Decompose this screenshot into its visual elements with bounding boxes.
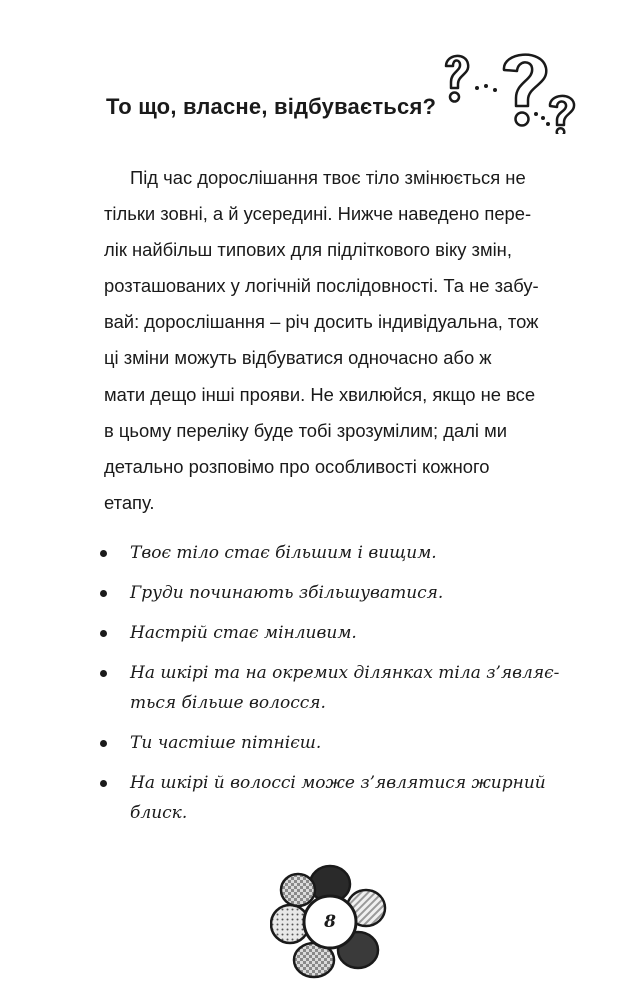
bullet-icon — [100, 630, 107, 637]
list-item-text: блиск. — [130, 803, 188, 823]
paragraph-line: тільки зовні, а й усередині. Нижче наведено пере- — [104, 203, 532, 225]
list-item-text: Твоє тіло стає більшим і вищим. — [130, 543, 437, 563]
list-item — [100, 728, 560, 758]
list-item-text: ться більше волосся. — [130, 693, 326, 713]
list-item — [100, 618, 560, 648]
intro-paragraph — [104, 160, 544, 521]
bullet-icon — [100, 780, 107, 787]
list-item — [100, 578, 560, 608]
paragraph-line: в цьому переліку буде тобі зрозумілим; далі ми — [104, 419, 508, 441]
bullet-icon — [100, 590, 107, 597]
list-item-text: Ти частіше пітнієш. — [130, 733, 322, 753]
list-item-text: Настрій стає мінливим. — [130, 623, 357, 643]
list-item — [100, 768, 560, 828]
bullet-icon — [100, 740, 107, 747]
list-item-text: Груди починають збільшуватися. — [130, 583, 444, 603]
paragraph-line: розташованих у логічній послідовності. Та не забу- — [104, 275, 539, 297]
question-marks-icon — [436, 44, 586, 134]
bullet-icon — [100, 550, 107, 557]
list-item — [100, 538, 560, 568]
changes-list — [100, 538, 560, 838]
bullet-icon — [100, 670, 107, 677]
paragraph-line: мати дещо інші прояви. Не хвилюйся, якщо не все — [104, 383, 536, 405]
page-number: 8 — [324, 912, 336, 932]
paragraph-line: лік найбільш типових для підліткового віку змін, — [104, 239, 512, 261]
list-item-text: На шкірі та на окремих ділянках тіла з’являє- — [130, 663, 560, 683]
paragraph-line: детально розповімо про особливості кожного — [104, 455, 490, 477]
paragraph-line: етапу. — [104, 491, 155, 513]
page-heading: То що, власне, відбувається? — [106, 94, 437, 119]
paragraph-line: ці зміни можуть відбуватися одночасно або ж — [104, 347, 492, 369]
paragraph-line: Під час дорослішання твоє тіло змінюється не — [130, 167, 526, 188]
paragraph-line: вай: дорослішання – річ досить індивідуальна, тож — [104, 311, 539, 333]
list-item — [100, 658, 560, 718]
list-item-text: На шкірі й волоссі може з’являтися жирний — [130, 773, 546, 793]
